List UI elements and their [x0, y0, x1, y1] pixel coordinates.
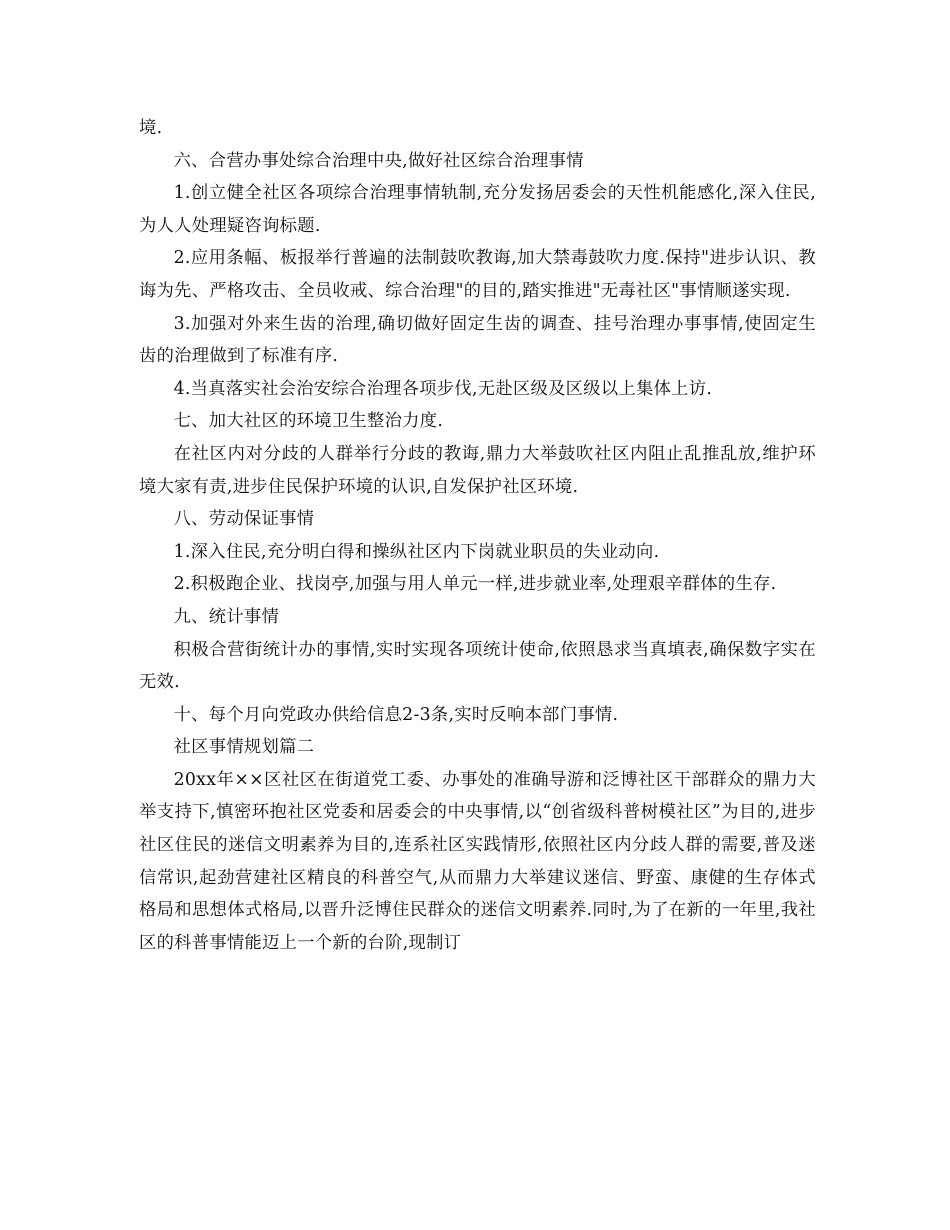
paragraph: 20xx年××区社区在街道党工委、办事处的准确导游和泛博社区干部群众的鼎力大举支持下,慎密环抱社区党委和居委会的中央事情,以“创省级科普树模社区”为目的,进步社区住民的迷信文明素养为目的,连系社区实践情形,依照社区内分歧人群的需要,普及迷信常识,起劲营建社区精良的科普空气,从而鼎力大举建议迷信、野蛮、康健的生存体式格局和思想体式格局,以晋升泛博住民群众的迷信文明素养.同时,为了在新的一年里,我社区的科普事情能迈上一个新的台阶,现制订: [139, 769, 816, 953]
paragraph: 2.应用条幅、板报举行普遍的法制鼓吹教诲,加大禁毒鼓吹力度.保持"进步认识、教诲为先、严格攻击、全员收戒、综合治理"的目的,踏实推进"无毒社区"事情顺遂实现.: [139, 248, 816, 301]
document-body: [139, 112, 816, 959]
paragraph: 4.当真落实社会治安综合治理各项步伐,无赴区级及区级以上集体上访.: [173, 378, 713, 399]
paragraph: 在社区内对分歧的人群举行分歧的教诲,鼎力大举鼓吹社区内阻止乱推乱放,维护环境大家有责,进步住民保护环境的认识,自发保护社区环境.: [139, 443, 816, 497]
paragraph: 积极合营街统计办的事情,实时实现各项统计使命,依照恳求当真填表,确保数字实在无效.: [139, 639, 816, 693]
part-title: 社区事情规划篇二: [173, 737, 315, 758]
section-heading: 七、加大社区的环境卫生整治力度.: [173, 411, 444, 432]
section-heading: 十、每个月向党政办供给信息2-3条,实时反响本部门事情.: [173, 704, 619, 725]
section-heading: 八、劳动保证事情: [173, 509, 315, 530]
paragraph: 1.深入住民,充分明白得和操纵社区内下岗就业职员的失业动向.: [173, 541, 660, 562]
section-heading: 九、统计事情: [173, 606, 280, 627]
paragraph: 1.创立健全社区各项综合治理事情轨制,充分发扬居委会的天性机能感化,深入住民,为人人处理疑咨询标题.: [139, 183, 816, 236]
paragraph: 2.积极跑企业、找岗亭,加强与用人单元一样,进步就业率,处理艰辛群体的生存.: [173, 574, 777, 595]
paragraph: 境.: [139, 118, 163, 138]
section-heading: 六、合营办事处综合治理中央,做好社区综合治理事情: [173, 150, 584, 171]
paragraph: 3.加强对外来生齿的治理,确切做好固定生齿的调查、挂号治理办事事情,使固定生齿的治理做到了标准有序.: [139, 313, 816, 367]
